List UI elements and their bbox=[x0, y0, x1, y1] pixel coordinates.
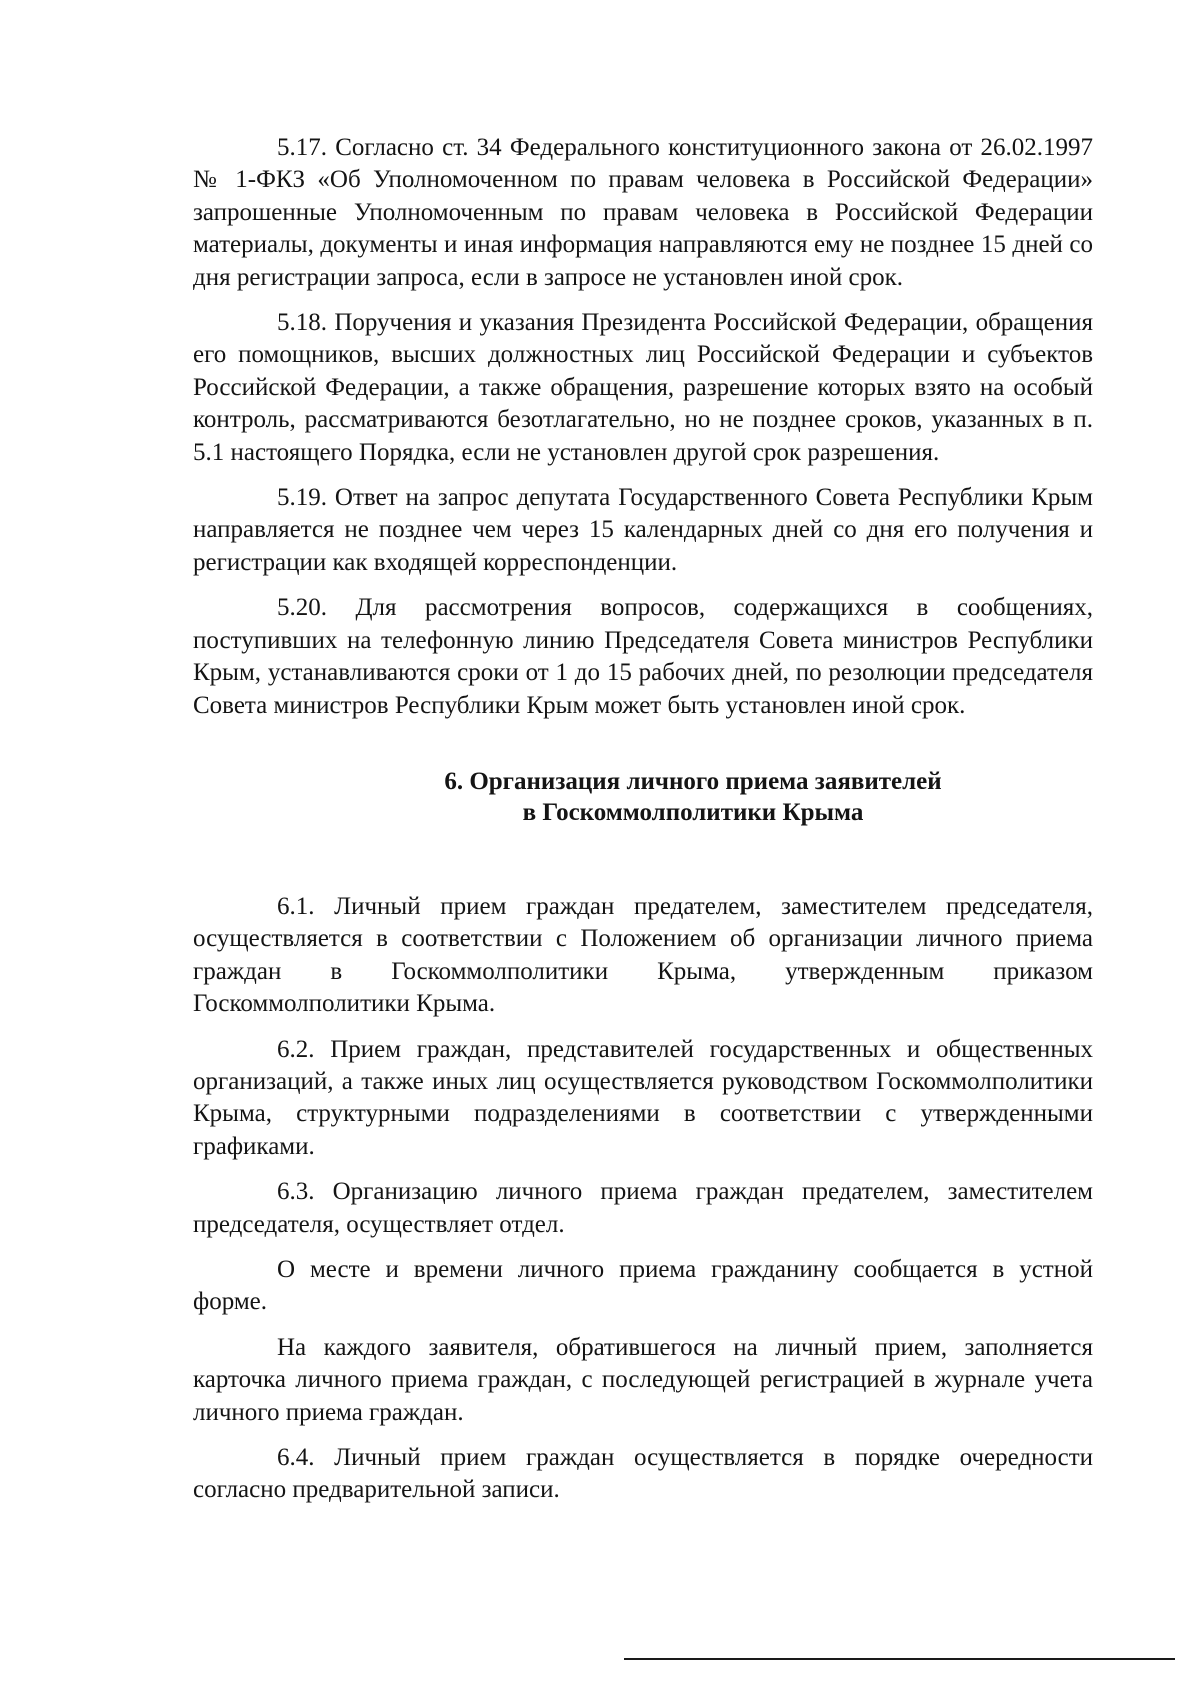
paragraph-6-2: 6.2. Прием граждан, представителей государственных и общественных организаций, а также иных лиц осуществляется руководством Госкоммолполитики Крыма, структурными подразделениями в соответствии с утвержденными графиками. bbox=[193, 1035, 1093, 1160]
document-page bbox=[193, 132, 1093, 1520]
paragraph-5-17: 5.17. Согласно ст. 34 Федерального конституционного закона от 26.02.1997 № 1-ФКЗ «Об Уполномоченном по правам человека в Российской Федерации» запрошенные Уполномоченным по правам человека в Российской Федерации материалы, документы и иная информация направляются ему не позднее 15 дней со дня регистрации запроса, если в запросе не установлен иной срок. bbox=[193, 134, 1093, 291]
paragraph-5-19: 5.19. Ответ на запрос депутата Государственного Совета Республики Крым направляется не позднее чем через 15 календарных дней со дня его получения и регистрации как входящей корреспонденции. bbox=[193, 484, 1093, 576]
section-6-heading bbox=[193, 766, 1093, 828]
paragraph-5-20: 5.20. Для рассмотрения вопросов, содержащихся в сообщениях, поступивших на телефонную линию Председателя Совета министров Республики Крым, устанавливаются сроки от 1 до 15 рабочих дней, по резолюции председателя Совета министров Республики Крым может быть установлен иной срок. bbox=[193, 594, 1093, 719]
paragraph-5-18: 5.18. Поручения и указания Президента Российской Федерации, обращения его помощников, высших должностных лиц Российской Федерации и субъектов Российской Федерации, а также обращения, разрешение которых взято на особый контроль, рассматриваются безотлагательно, но не позднее сроков, указанных в п. 5.1 настоящего Порядка, если не установлен другой срок разрешения. bbox=[193, 309, 1093, 466]
paragraph-6-3: 6.3. Организацию личного приема граждан предателем, заместителем председателя, осуществляет отдел. bbox=[193, 1178, 1093, 1238]
paragraph-6-1: 6.1. Личный прием граждан предателем, заместителем председателя, осуществляется в соответствии с Положением об организации личного приема граждан в Госкоммолполитики Крыма, утвержденным приказом Госкоммолполитики Крыма. bbox=[193, 892, 1093, 1018]
section-6-heading-line-2: в Госкоммолполитики Крыма bbox=[522, 798, 864, 826]
paragraph-6-3-card: На каждого заявителя, обратившегося на личный прием, заполняется карточка личного приема граждан, с последующей регистрацией в журнале учета личного приема граждан. bbox=[193, 1333, 1093, 1426]
footer-rule bbox=[624, 1658, 1175, 1660]
section-6-heading-line-1: 6. Организация личного приема заявителей bbox=[444, 767, 942, 795]
paragraph-6-4: 6.4. Личный прием граждан осуществляется в порядке очередности согласно предварительной записи. bbox=[193, 1444, 1093, 1504]
paragraph-6-3-place: О месте и времени личного приема гражданину сообщается в устной форме. bbox=[193, 1255, 1093, 1316]
